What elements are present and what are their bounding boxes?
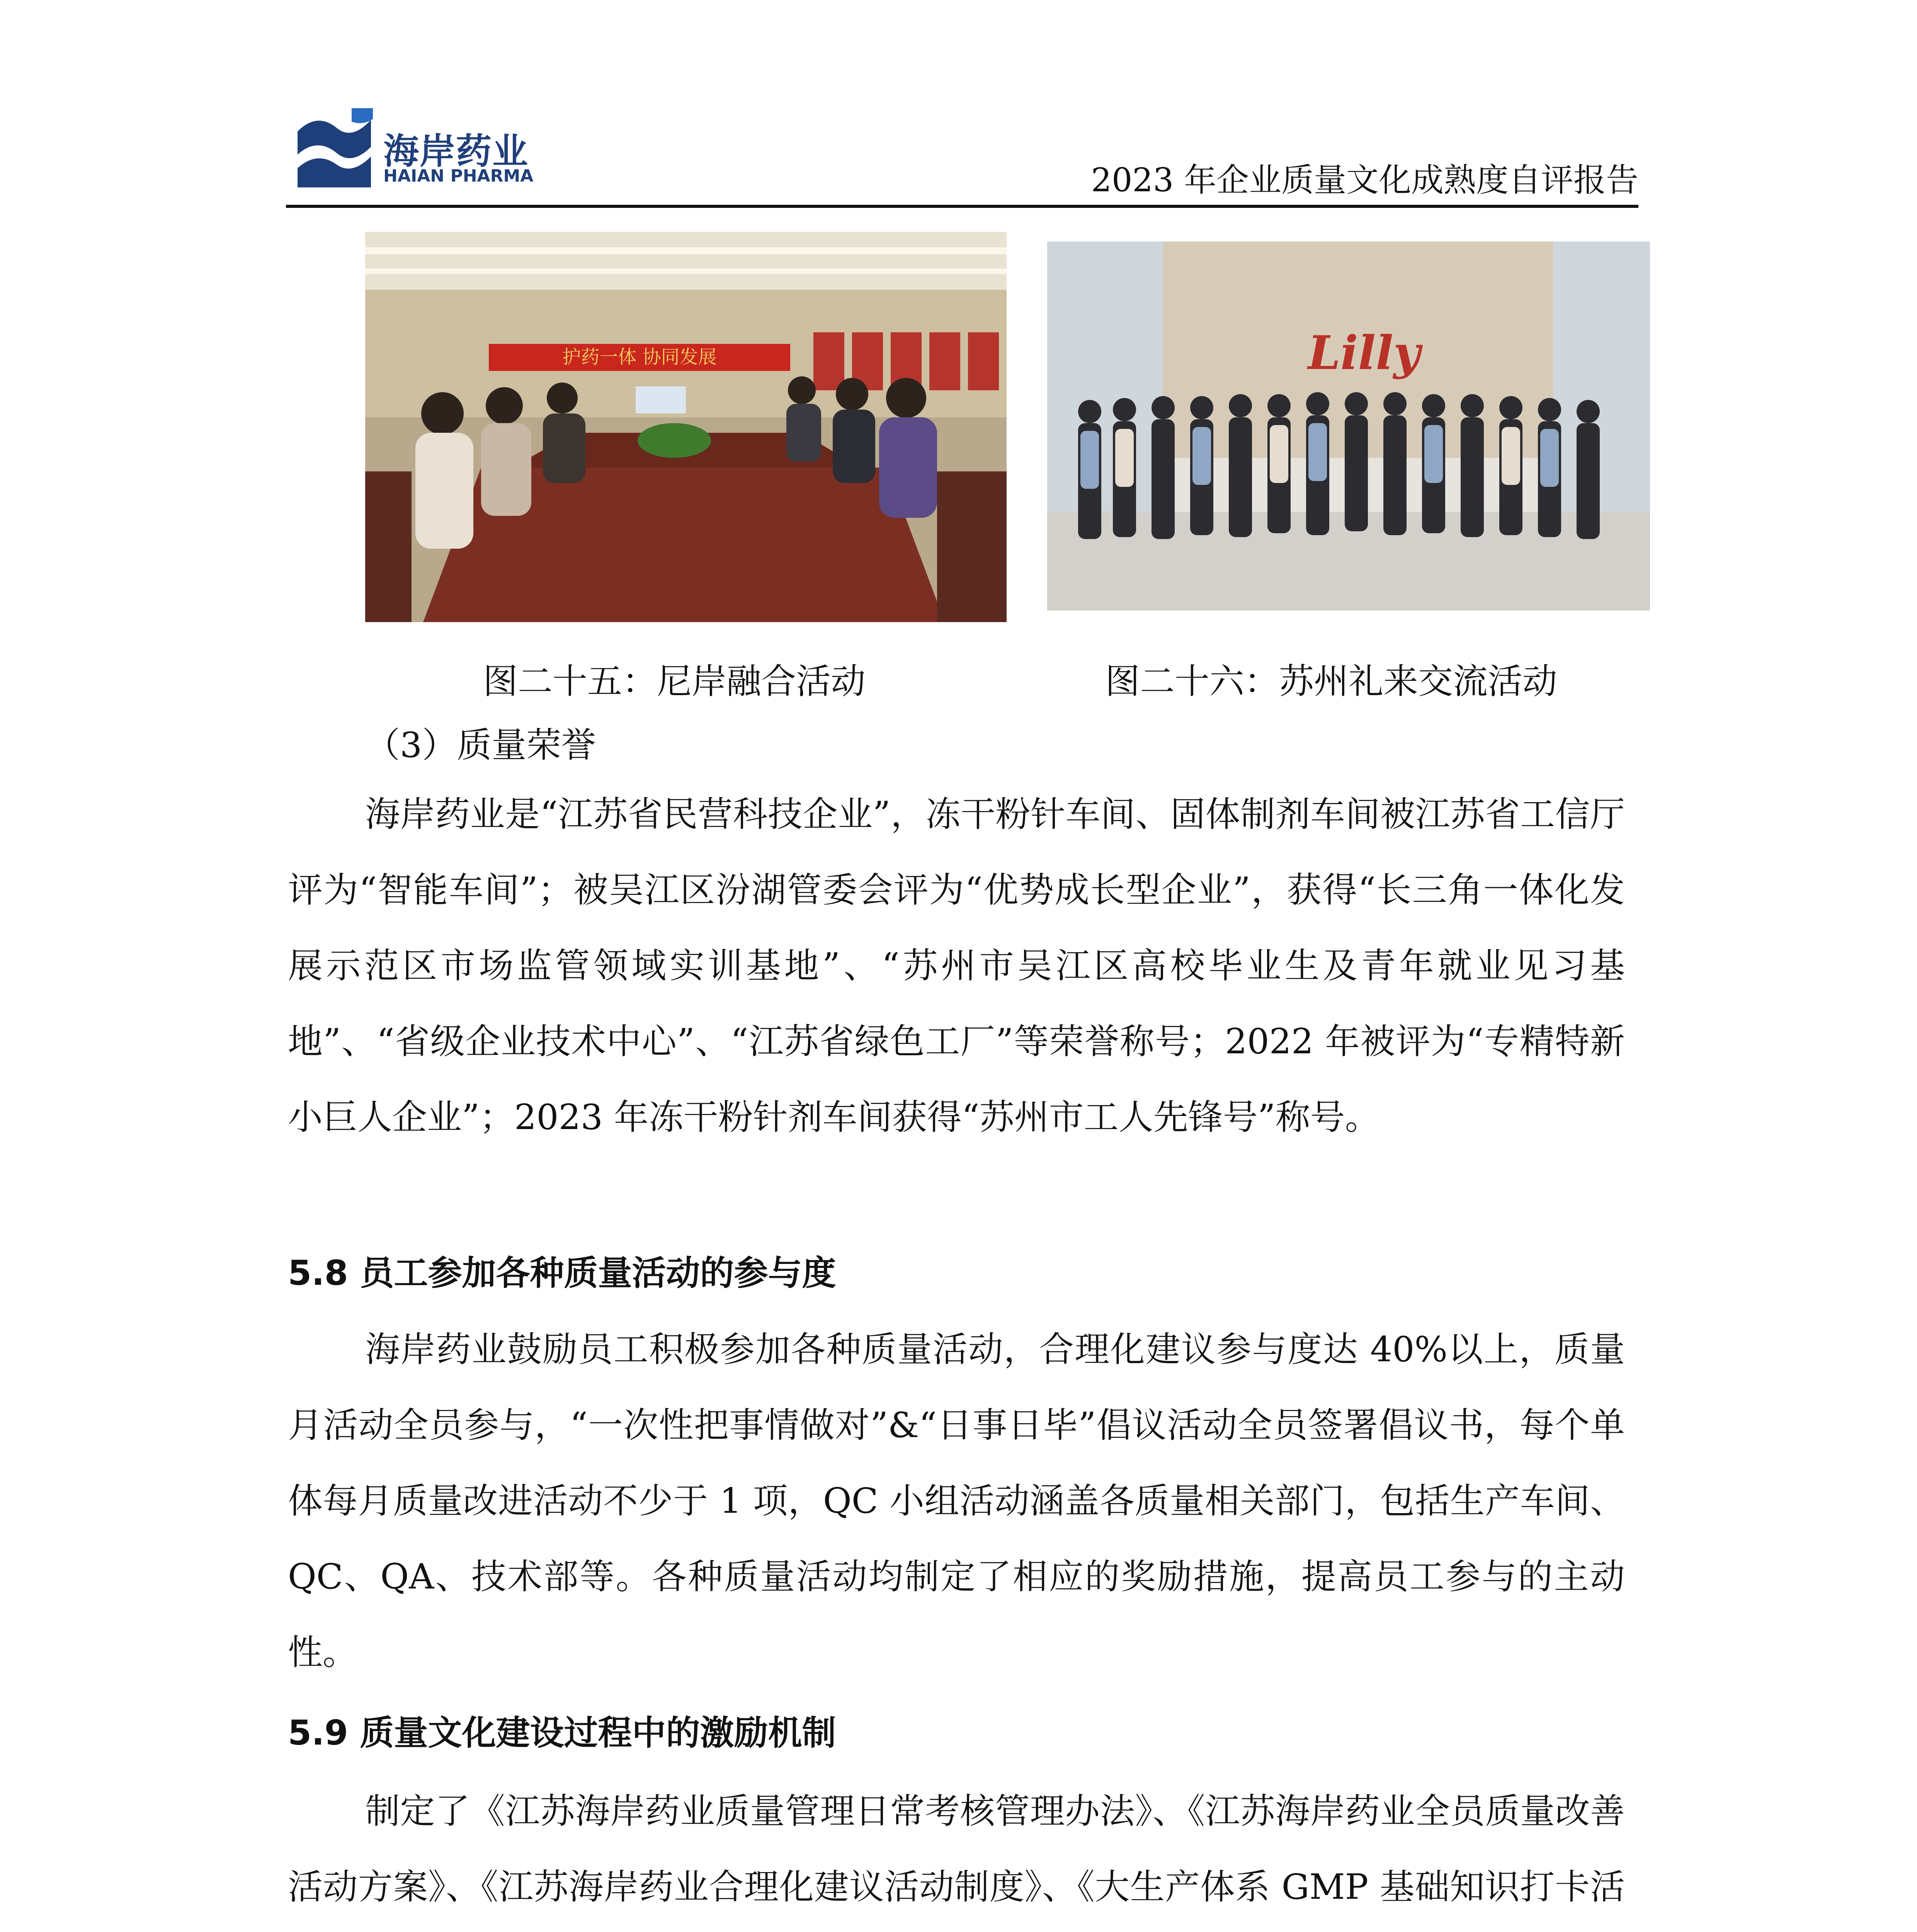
section-5-9-block	[288, 1774, 1625, 1932]
header-divider	[286, 205, 1638, 208]
report-title: 2023 年企业质量文化成熟度自评报告	[1091, 161, 1638, 199]
figure-25-photo	[365, 232, 1007, 622]
figure-25-caption: 图二十五：尼岸融合活动	[483, 661, 866, 702]
quality-honors-block	[288, 777, 1625, 1155]
page-header	[286, 93, 1638, 209]
company-logo	[294, 104, 541, 193]
figure-26-photo	[1047, 242, 1650, 611]
section-5-8-paragraph: 海岸药业鼓励员工积极参加各种质量活动，合理化建议参与度达 40%以上，质量月活动全员参与，“一次性把事情做对”&“日事日毕”倡议活动全员签署倡议书，每个单体每月质量改进活动不少于 1 项，QC 小组活动涵盖各质量相关部门，包括生产车间、QC、QA、技术部等。各种质量活动均制定了相应的奖励措施，提高员工参与的主动性。	[288, 1329, 1625, 1673]
banner-text: 护药一体 协同发展	[562, 346, 717, 368]
haian-logo-icon	[294, 104, 375, 189]
logo-chinese-name: 海岸药业	[383, 131, 529, 172]
quality-honors-paragraph: 海岸药业是“江苏省民营科技企业”，冻干粉针车间、固体制剂车间被江苏省工信厅评为“智能车间”；被吴江区汾湖管委会评为“优势成长型企业”，获得“长三角一体化发展示范区市场监管领域实训基地”、“苏州市吴江区高校毕业生及青年就业见习基地”、“省级企业技术中心”、“江苏省绿色工厂”等荣誉称号；2022 年被评为“专精特新小巨人企业”；2023 年冻干粉针剂车间获得“苏州市工人先锋号”称号。	[288, 794, 1625, 1138]
section-5-9-paragraph-1: 制定了《江苏海岸药业质量管理日常考核管理办法》、《江苏海岸药业全员质量改善活动方案》、《江苏海岸药业合理化建议活动制度》、《大生产体系 GMP 基础知识打卡活	[288, 1791, 1625, 1907]
section-5-8-block	[288, 1312, 1625, 1690]
section-5-9-heading: 5.9 质量文化建设过程中的激励机制	[288, 1713, 836, 1753]
lilly-sign-text: Lilly	[1308, 326, 1420, 380]
quality-honors-subheading: （3）质量荣誉	[365, 725, 596, 765]
section-5-8-heading: 5.8 员工参加各种质量活动的参与度	[288, 1253, 836, 1293]
figure-26-caption: 图二十六：苏州礼来交流活动	[1105, 661, 1557, 702]
logo-english-name: HAIAN PHARMA	[383, 166, 534, 186]
